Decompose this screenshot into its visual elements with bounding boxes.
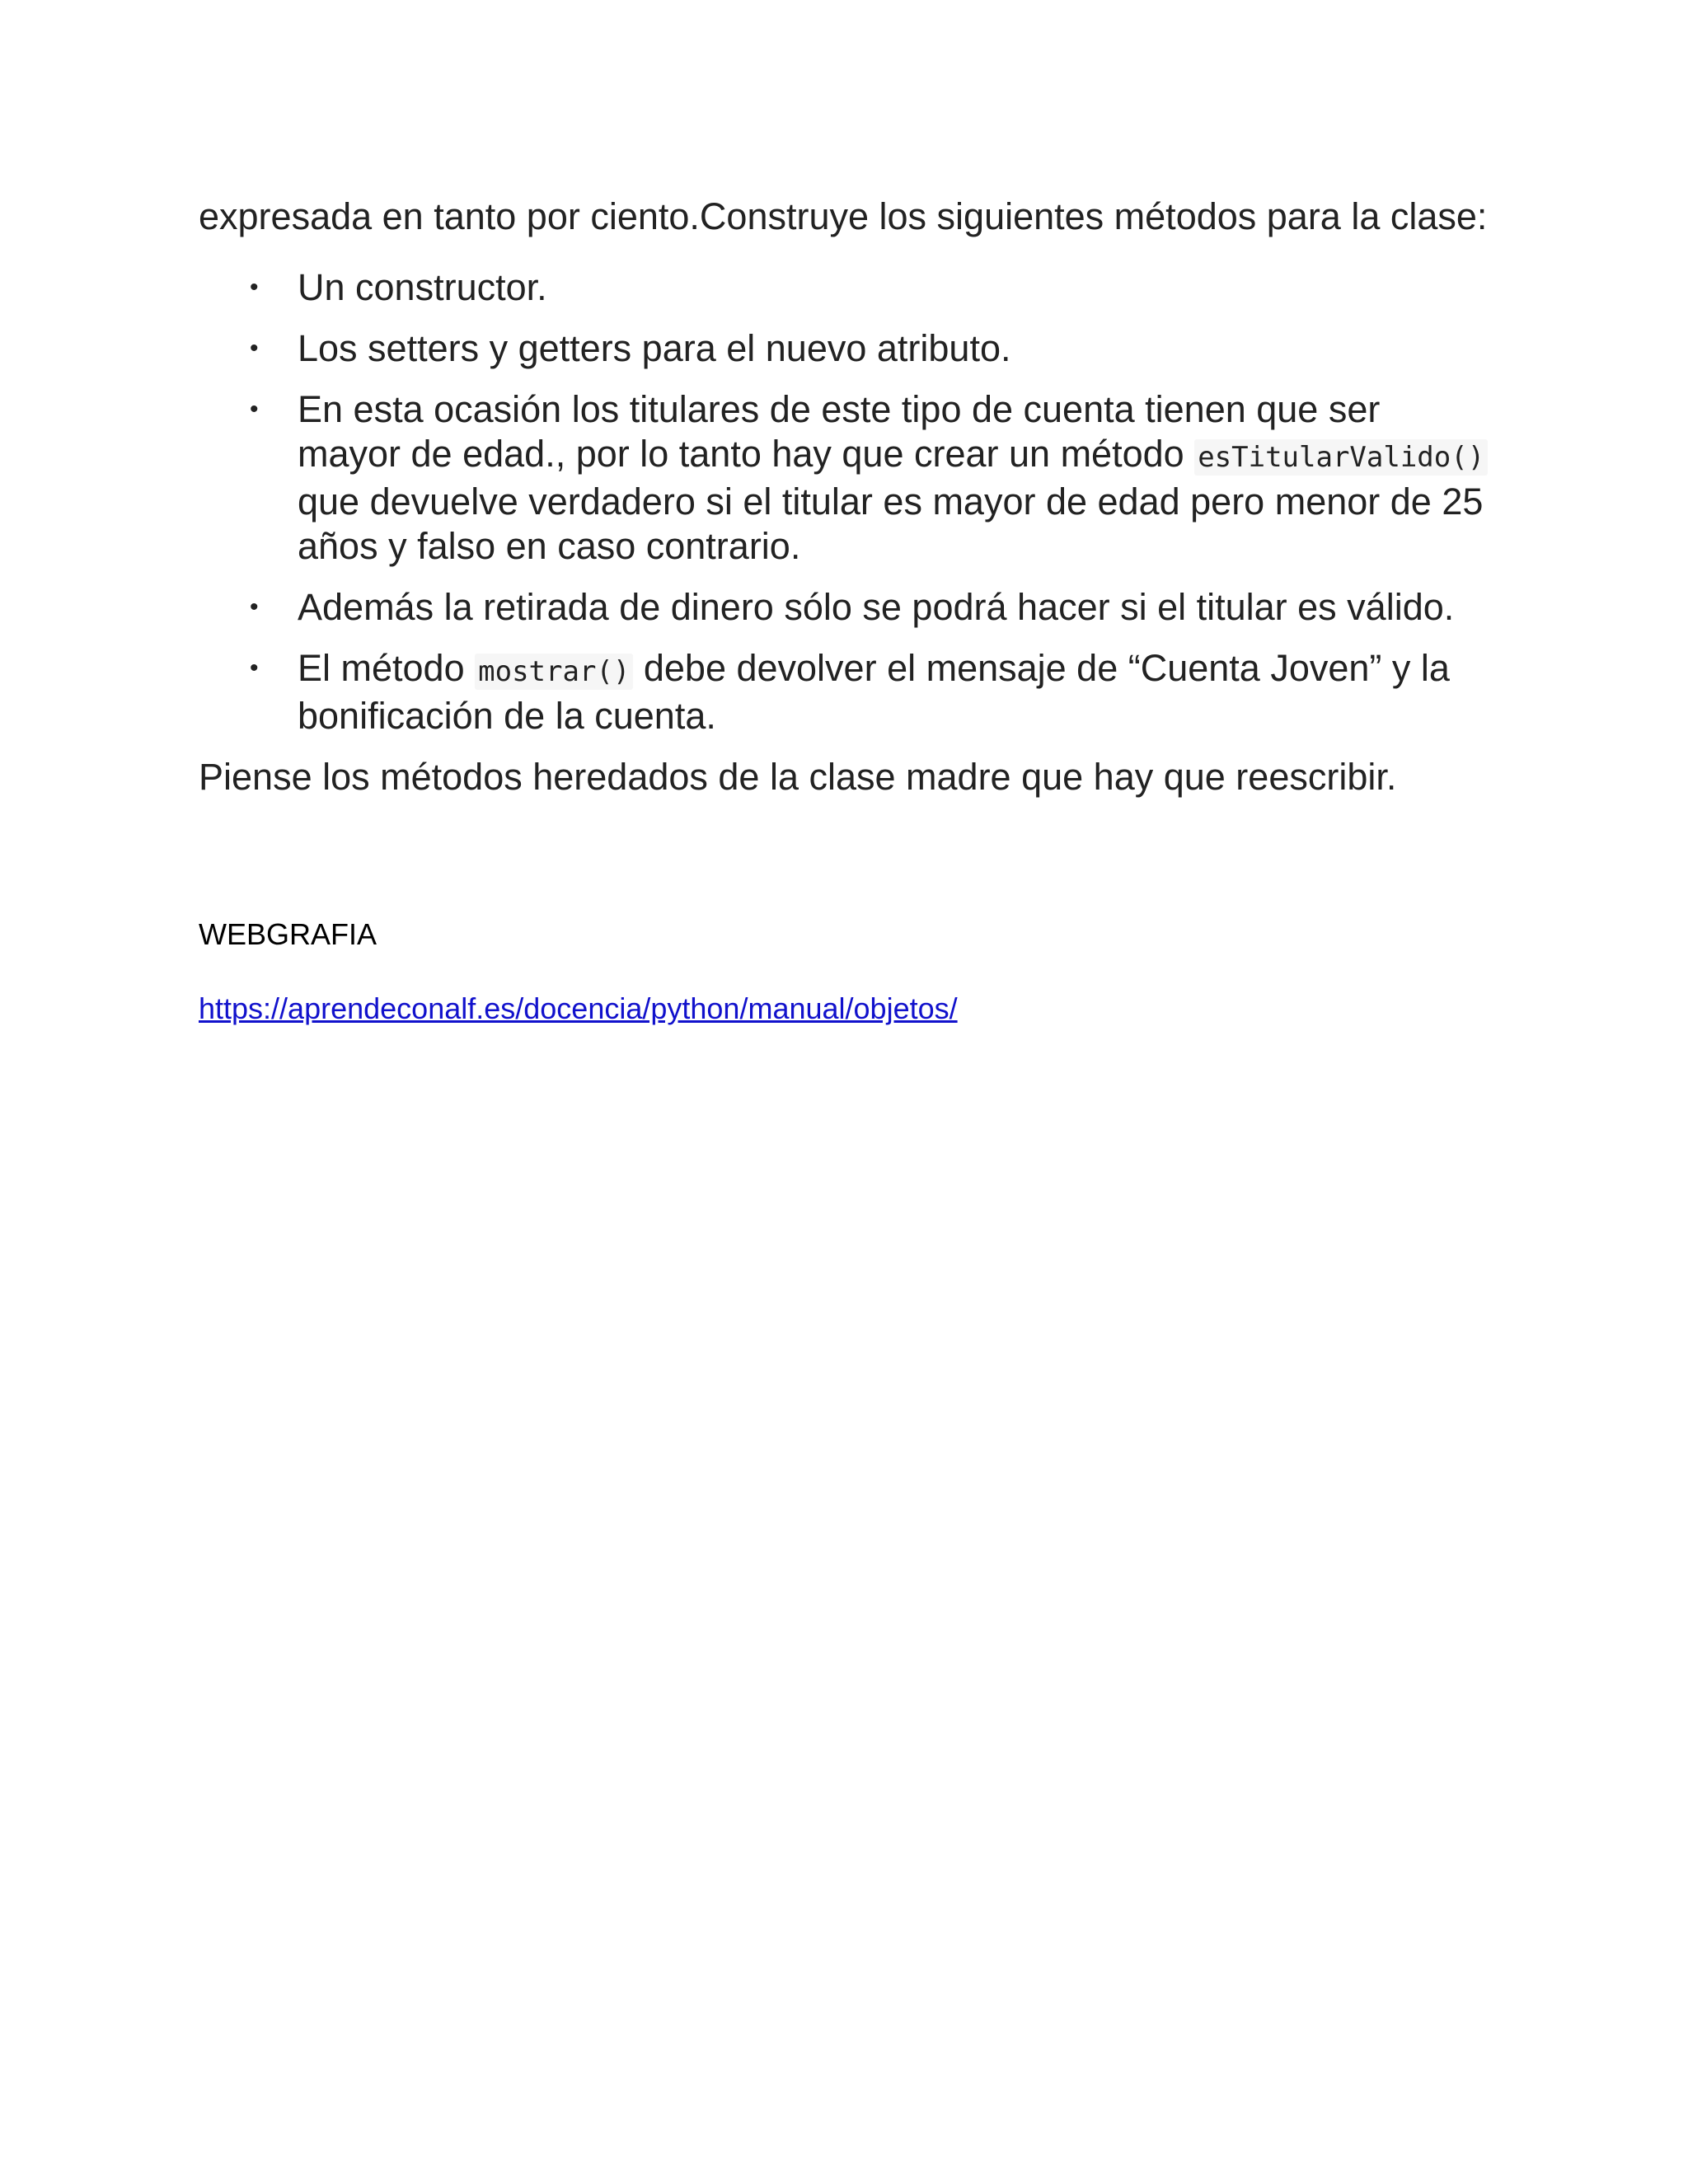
intro-paragraph: expresada en tanto por ciento.Construye los siguientes métodos para la clase:: [199, 195, 1488, 237]
list-item-text-after: que devuelve verdadero si el titular es mayor de edad pero menor de 25 años y falso en caso contrario.: [298, 480, 1484, 567]
bullet-icon: •: [250, 593, 259, 621]
list-item-text-after: debe devolver el mensaje de “Cuenta Joven” y la bonificación de la cuenta.: [298, 647, 1450, 737]
methods-list: [199, 265, 1493, 738]
list-item-text: Además la retirada de dinero sólo se podrá hacer si el titular es válido.: [298, 586, 1455, 628]
list-item-text: Los setters y getters para el nuevo atributo.: [298, 327, 1011, 369]
webgrafia-link[interactable]: https://aprendeconalf.es/docencia/python/manual/objetos/: [199, 991, 958, 1025]
list-item-text-before: En esta ocasión los titulares de este tipo de cuenta tienen que ser mayor de edad., por lo tanto hay que crear un método: [298, 388, 1381, 475]
webgrafia-heading: WEBGRAFIA: [199, 917, 377, 951]
bullet-icon: •: [250, 396, 259, 423]
list-item: [199, 326, 1493, 371]
list-item: [199, 646, 1493, 738]
bullet-icon: •: [250, 335, 259, 362]
bullet-icon: •: [250, 654, 259, 682]
closing-paragraph: Piense los métodos heredados de la clase madre que hay que reescribir.: [199, 756, 1397, 798]
list-item: [199, 265, 1493, 310]
list-item: [199, 585, 1493, 630]
inline-code-es-titular-valido: esTitularValido(): [1194, 439, 1488, 476]
inline-code-mostrar: mostrar(): [475, 654, 633, 690]
document-page: [199, 194, 1493, 1027]
bullet-icon: •: [250, 274, 259, 301]
list-item: [199, 387, 1493, 569]
list-item-text-before: El método: [298, 647, 476, 689]
list-item-text: Un constructor.: [298, 266, 547, 308]
